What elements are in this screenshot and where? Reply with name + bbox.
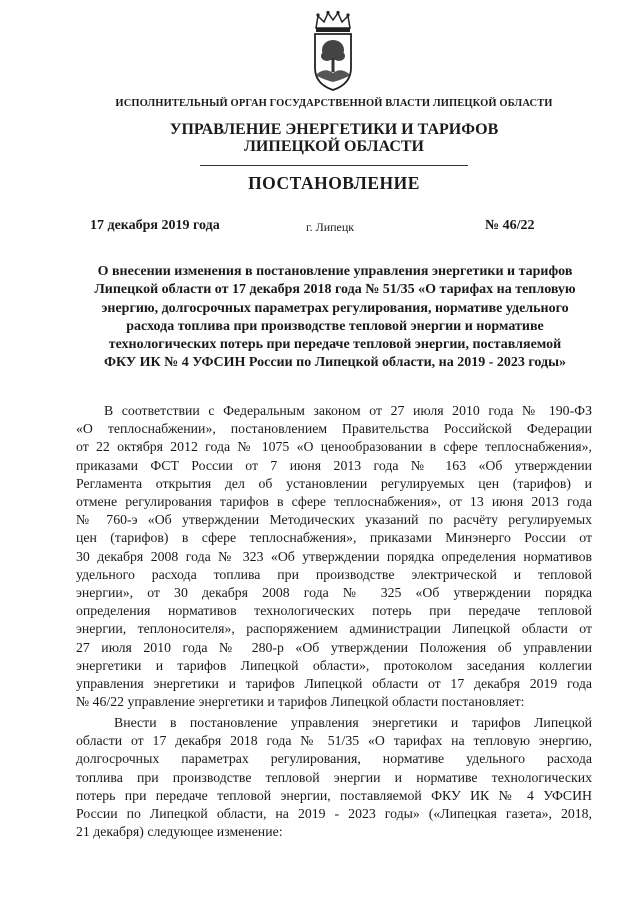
department-name [0, 121, 640, 155]
document-city: г. Липецк [306, 220, 355, 234]
paragraph-line: энергии», от 30 декабря 2008 года № 325 «Об утверждении порядка [76, 585, 592, 601]
paragraph-line: энергии, теплоносителя», распоряжением администрации Липецкой области от [76, 621, 592, 637]
paragraph-line: Внести в постановление управления энергетики и тарифов Липецкой [114, 715, 592, 730]
paragraph-line: потерь при передаче тепловой энергии, поставляемой ФКУ ИК № 4 УФСИН [76, 787, 592, 803]
document-subject [62, 263, 608, 373]
paragraph-line: № 46/22 управление энергетики и тарифов Липецкой области постановляет: [76, 694, 525, 710]
paragraph-line: определения нормативов технологических потерь при передаче тепловой [76, 603, 592, 619]
lipetsk-coat-of-arms-icon [308, 10, 358, 92]
preamble-paragraph [76, 402, 592, 711]
paragraph-line: энергетики и тарифов Липецкой области», протоколом заседания коллегии [76, 657, 592, 673]
document-date: 17 декабря 2019 года [90, 218, 220, 233]
issuing-authority: ИСПОЛНИТЕЛЬНЫЙ ОРГАН ГОСУДАРСТВЕННОЙ ВЛАСТИ ЛИПЕЦКОЙ ОБЛАСТИ [115, 98, 553, 109]
paragraph-line: долгосрочных параметрах регулирования, нормативе удельного расхода [76, 751, 592, 767]
paragraph-line: области от 17 декабря 2018 года № 51/35 «О тарифах на тепловую энергию, [76, 733, 592, 749]
header-divider [200, 165, 468, 166]
paragraph-line: 27 июля 2010 года № 280-р «Об утверждении Положения об управлении [76, 639, 592, 655]
subject-line: расхода топлива при производстве тепловой энергии и нормативе [126, 318, 544, 334]
paragraph-line: России по Липецкой области, на 2019 - 2023 годы» («Липецкая газета», 2018, [76, 806, 592, 822]
paragraph-line: от 22 октября 2012 года № 1075 «О ценообразовании в сфере теплоснабжения», [76, 439, 592, 455]
paragraph-line: В соответствии с Федеральным законом от 27 июля 2010 года № 190-ФЗ [104, 403, 592, 418]
paragraph-line: Регламента открытия дел об установлении регулируемых цен (тарифов) и [76, 475, 592, 491]
subject-line: технологических потерь при передаче тепловой энергии, поставляемой [108, 337, 562, 353]
operative-paragraph [76, 714, 592, 841]
document-type: ПОСТАНОВЛЕНИЕ [248, 173, 420, 193]
paragraph-line: приказами ФСТ России от 7 июня 2013 года № 163 «Об утверждении [76, 457, 592, 473]
paragraph-line: удельного расхода топлива при производстве электрической и тепловой [76, 566, 592, 582]
subject-line: энергию, долгосрочных параметрах регулирования, нормативе удельного [101, 300, 569, 316]
paragraph-line: управления энергетики и тарифов Липецкой области от 17 декабря 2019 года [76, 676, 592, 692]
paragraph-line: 30 декабря 2008 года № 323 «Об утверждении порядка определения нормативов [76, 548, 592, 564]
paragraph-line: отмене регулирования тарифов в сфере теплоснабжения», от 13 июня 2013 года [76, 494, 592, 510]
paragraph-line: цен (тарифов) в сфере теплоснабжения», приказами Минэнерго России от [76, 530, 592, 546]
department-name-line-2: ЛИПЕЦКОЙ ОБЛАСТИ [244, 138, 424, 155]
paragraph-line: 21 декабря) следующее изменение: [76, 824, 283, 840]
paragraph-line: топлива при производстве тепловой энергии и нормативе технологических [76, 769, 592, 785]
subject-line: ФКУ ИК № 4 УФСИН России по Липецкой области, на 2019 - 2023 годы» [103, 355, 567, 371]
subject-line: О внесении изменения в постановление управления энергетики и тарифов [97, 264, 573, 279]
subject-line: Липецкой области от 17 декабря 2018 года № 51/35 «О тарифах на тепловую [94, 282, 576, 298]
department-name-line-1: УПРАВЛЕНИЕ ЭНЕРГЕТИКИ И ТАРИФОВ [169, 121, 499, 138]
paragraph-line: «О теплоснабжении», постановлением Правительства Российской Федерации [76, 421, 592, 437]
paragraph-line: № 760-э «Об утверждении Методических указаний по расчёту регулируемых [76, 512, 592, 528]
document-number: № 46/22 [485, 218, 535, 233]
